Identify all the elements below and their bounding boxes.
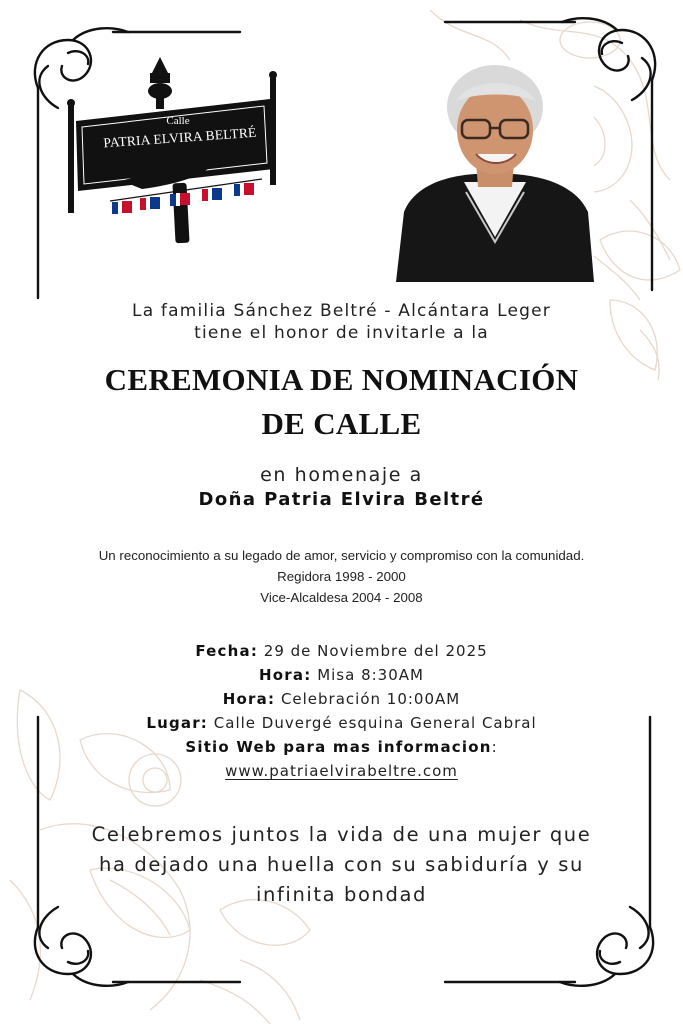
closing-line-2: ha dejado una huella con su sabiduría y su	[99, 853, 584, 876]
title-line-1: CEREMONIA DE NOMINACIÓN	[104, 362, 579, 397]
homage-lead: en homenaje a	[260, 464, 423, 486]
title-line-2: DE CALLE	[261, 406, 422, 441]
honoree-portrait	[396, 62, 594, 282]
date-label: Fecha:	[195, 642, 259, 660]
mass-time-label: Hora:	[259, 666, 312, 684]
detail-mass-time	[0, 663, 683, 687]
website-label: Sitio Web para mas informacion	[185, 738, 492, 756]
location-value: Calle Duvergé esquina General Cabral	[208, 714, 537, 732]
event-details	[0, 639, 683, 783]
detail-location	[0, 711, 683, 735]
street-sign	[62, 55, 294, 250]
bio-recognition: Un reconocimiento a su legado de amor, servicio y compromiso con la comunidad.	[98, 548, 585, 563]
detail-date	[0, 639, 683, 663]
invitation-line-honor: tiene el honor de invitarle a la	[194, 323, 489, 343]
location-label: Lugar:	[146, 714, 209, 732]
bio-regidora: Regidora 1998 - 2000	[277, 569, 406, 584]
date-value: 29 de Noviembre del 2025	[258, 642, 488, 660]
sign-name-label: PATRIA ELVIRA BELTRÉ	[102, 124, 257, 151]
website-link[interactable]: www.patriaelvirabeltre.com	[225, 762, 458, 780]
honoree-bio	[0, 545, 683, 608]
closing-message	[0, 820, 683, 910]
bio-vice-alcaldesa: Vice-Alcaldesa 2004 - 2008	[260, 590, 423, 605]
invitation-intro	[0, 300, 683, 344]
closing-line-3: infinita bondad	[255, 883, 427, 906]
sign-small-label: Calle	[166, 115, 190, 127]
mass-time-value: Misa 8:30AM	[311, 666, 424, 684]
invitation-line-family: La familia Sánchez Beltré - Alcántara Leger	[132, 301, 551, 321]
detail-celebration-time	[0, 687, 683, 711]
celebration-time-value: Celebración 10:00AM	[275, 690, 461, 708]
celebration-time-label: Hora:	[222, 690, 276, 708]
detail-website-url	[0, 759, 683, 783]
honoree-name: Doña Patria Elvira Beltré	[198, 489, 485, 510]
website-colon: :	[491, 738, 498, 756]
detail-website	[0, 735, 683, 759]
ceremony-title	[0, 358, 683, 446]
closing-line-1: Celebremos juntos la vida de una mujer que	[91, 823, 592, 846]
woman-portrait-icon	[396, 62, 594, 282]
street-sign-icon	[62, 55, 294, 250]
